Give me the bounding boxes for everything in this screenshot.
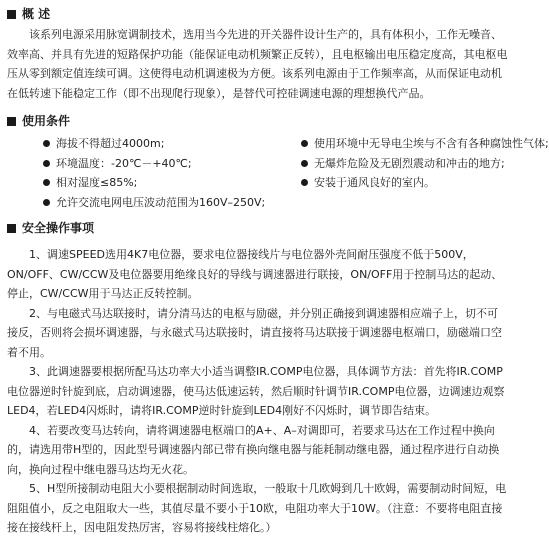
safety-item: 3、此调速器要根据所配马达功率大小适当调整IR.COMP电位器，具体调节方法：首先将IR.COMP电位器逆时针旋到底，启动调速器，使马达低速运转，然后顺时针调节IR.COMP电位器，边调速边观察LED4，若LED4闪烁时，请将IR.COMP逆时针旋到LED4刚好不闪烁时，调节即告结束。 xyxy=(7,365,505,417)
condition-item: 使用环境中无导电尘埃与不含有各种腐蚀性气体; xyxy=(301,134,549,154)
condition-item: 环境温度：-20℃－+40℃; xyxy=(43,154,301,174)
square-bullet-icon xyxy=(7,117,16,126)
condition-item: 海拔不得超过4000m; xyxy=(43,134,301,154)
overview-paragraph: 该系列电源采用脉宽调制技术，选用当今先进的开关器件设计生产的，具有体积小，工作无噪音、效率高、并具有先进的短路保护功能（能保证电动机频繁正反转），且电枢输出电压稳定度高，其电枢电压从零到额定值连续可调。这使得电动机调速极为方便。该系列电源由于工作频率高，从而保证电动机在低转速下能稳定工作（即不出现爬行现象），是替代可控硅调速电源的理想换代产品。 xyxy=(7,28,508,100)
bullet-icon xyxy=(301,179,308,186)
safety-item: 2、与电磁式马达联接时，请分清马达的电枢与励磁，并分别正确接到调速器相应端子上，切不可接反，否则将会损坏调速器，与永磁式马达联接时，请直接将马达联接于调速器电枢端口，励磁端口空着不用。 xyxy=(7,306,502,359)
condition-item: 允许交流电网电压波动范围为160V–250V; xyxy=(43,193,301,213)
bullet-icon xyxy=(43,199,50,206)
conditions-list xyxy=(43,134,549,212)
square-bullet-icon xyxy=(7,224,16,233)
square-bullet-icon xyxy=(7,10,16,19)
condition-item: 安装于通风良好的室内。 xyxy=(301,173,549,193)
condition-item: 无爆炸危险及无剧烈震动和冲击的地方; xyxy=(301,154,549,174)
bullet-icon xyxy=(43,140,50,147)
overview-title: 概 述 xyxy=(22,7,51,21)
conditions-title: 使用条件 xyxy=(22,114,71,128)
safety-item: 5、H型所接制动电阻大小要根据制动时间选取，一般取十几欧姆到几十欧姆，需要制动时间短，电阻阻值小，反之电阻取大一些，其值尽量不要小于10欧，电阻功率大于10W。（注意：不要将电阻直接接在接线杆上，因电阻发热厉害，容易将接线柱熔化。） xyxy=(7,482,507,534)
condition-item: 相对湿度≤85%; xyxy=(43,173,301,193)
section-heading-overview xyxy=(7,4,508,25)
bullet-icon xyxy=(43,179,50,186)
bullet-icon xyxy=(43,160,50,167)
section-heading-conditions xyxy=(7,111,508,132)
safety-item: 4、若要改变马达转向，请将调速器电枢端口的A+、A–对调即可，若要求马达在工作过程中换向的，请选用带H型的，因此型号调速器内部已带有换向继电器与能耗制动继电器，通过程序进行自动换向，换向过程中继电器马达均无火花。 xyxy=(7,423,500,476)
section-heading-safety xyxy=(7,218,508,239)
safety-item: 1、调速SPEED选用4K7电位器，要求电位器接线片与电位器外壳间耐压强度不低于500V，ON/OFF、CW/CCW及电位器要用绝缘良好的导线与调速器进行联接，ON/OFF用于控制马达的起动、停止，CW/CCW用于马达正反转控制。 xyxy=(7,248,503,300)
safety-title: 安全操作事项 xyxy=(22,221,95,235)
bullet-icon xyxy=(301,160,308,167)
bullet-icon xyxy=(301,140,308,147)
